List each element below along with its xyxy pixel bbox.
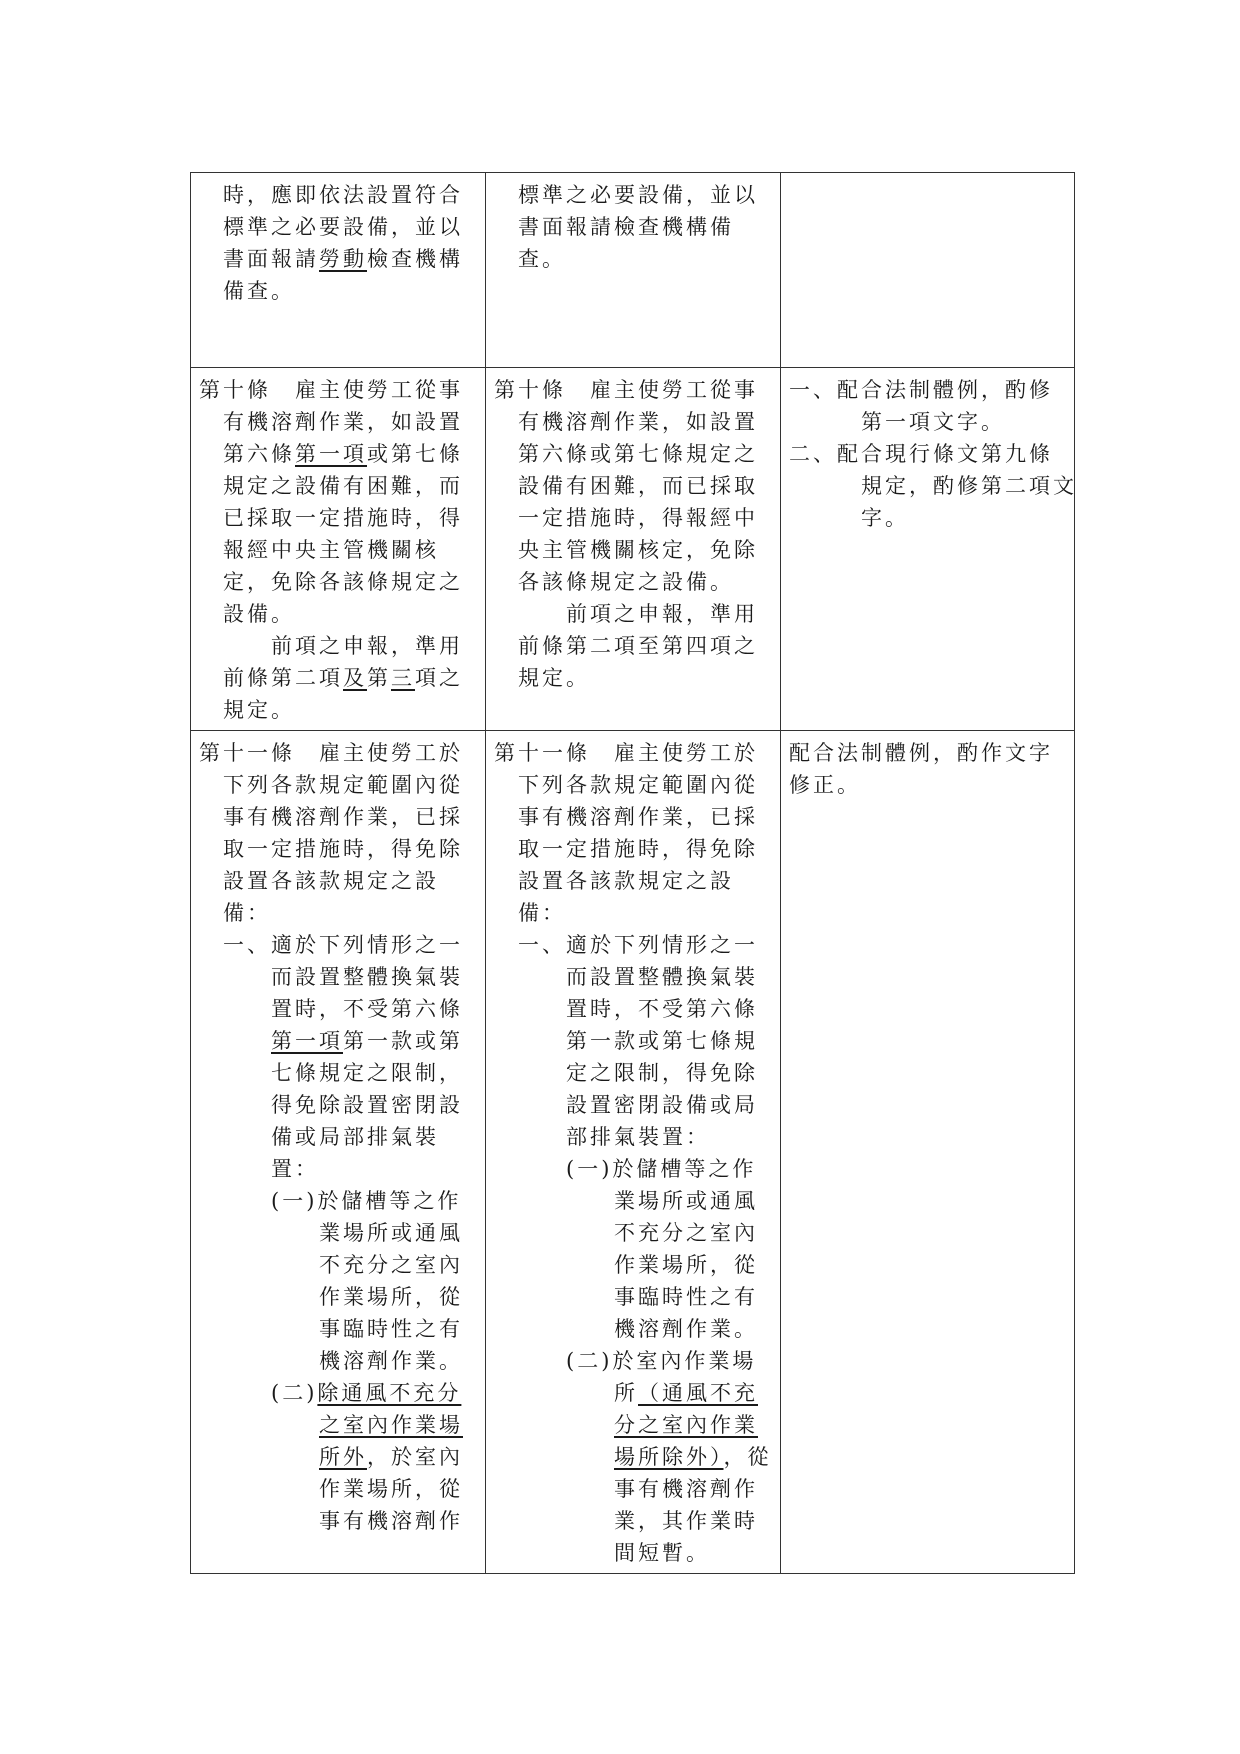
- text-segment: 或第七條: [367, 442, 463, 466]
- text-line: 事有機溶劑作: [319, 1509, 463, 1533]
- table-row: [191, 731, 1075, 1574]
- text-line: 事有機溶劑作業，已採: [518, 805, 758, 829]
- text-line: 不充分之室內: [614, 1221, 758, 1245]
- text-line: 規定。: [223, 698, 295, 722]
- text-segment: 項之: [415, 666, 463, 690]
- text-line: 機溶劑作業。: [614, 1317, 758, 1341]
- text-line: 規定。: [518, 666, 590, 690]
- text-segment: ，於室內: [367, 1445, 463, 1469]
- text-line: 設置密閉設備或局: [566, 1093, 758, 1117]
- comparison-table: [190, 172, 1075, 1574]
- text-line: 事有機溶劑作: [614, 1477, 758, 1501]
- underlined-amendment: 勞動: [319, 247, 367, 271]
- text-line: 規定，酌修第二項文: [861, 474, 1077, 498]
- text-line: 一、適於下列情形之一: [518, 933, 758, 957]
- text-segment: (二): [271, 1381, 318, 1405]
- underlined-amendment: 除通風不充分: [317, 1381, 462, 1405]
- text-line: 取一定措施時，得免除: [518, 837, 758, 861]
- text-line: 報經中央主管機關核: [223, 538, 439, 562]
- text-line: 業場所或通風: [319, 1221, 463, 1245]
- underlined-amendment: （通風不充: [638, 1381, 758, 1405]
- underlined-amendment: 三: [391, 666, 415, 690]
- text-line: 業，其作業時: [614, 1509, 758, 1533]
- text-segment: 前條第二項: [223, 666, 343, 690]
- text-line: 書面報請檢查機構備: [518, 215, 734, 239]
- text-line: [199, 243, 477, 275]
- table-row: [191, 173, 1075, 368]
- text-line: 標準之必要設備，並以: [223, 215, 463, 239]
- reason-cell: [781, 173, 1075, 368]
- text-segment: 書面報請: [223, 247, 319, 271]
- text-segment: 所: [614, 1381, 638, 1405]
- text-line: 間短暫。: [614, 1541, 710, 1565]
- text-line: 標準之必要設備，並以: [518, 183, 758, 207]
- text-line: 置：: [271, 1157, 319, 1181]
- text-line: [199, 1441, 477, 1473]
- table-row: [191, 368, 1075, 731]
- text-line: [199, 438, 477, 470]
- reason-cell: [781, 731, 1075, 1574]
- current-cell: [486, 731, 781, 1574]
- text-line: 第十條 雇主使勞工從事: [199, 378, 463, 402]
- text-line: 備查。: [223, 279, 295, 303]
- text-line: 前項之申報，準用: [271, 634, 463, 658]
- text-segment: ，從: [723, 1445, 772, 1469]
- underlined-amendment: 第一項: [295, 442, 367, 466]
- text-line: 而設置整體換氣裝: [566, 965, 758, 989]
- text-line: [494, 1409, 772, 1441]
- text-line: 部排氣裝置：: [566, 1125, 710, 1149]
- amended-cell: [191, 731, 486, 1574]
- reason-cell: [781, 368, 1075, 731]
- text-line: 七條規定之限制，: [271, 1061, 463, 1085]
- text-line: 規定之設備有困難，而: [223, 474, 463, 498]
- text-line: 配合法制體例，酌作文字: [789, 741, 1053, 765]
- text-segment: 第: [367, 666, 391, 690]
- underlined-amendment: 所外: [319, 1445, 367, 1469]
- current-cell: [486, 173, 781, 368]
- text-line: 一定措施時，得報經中: [518, 506, 758, 530]
- underlined-amendment: 第一項: [271, 1029, 343, 1053]
- text-line: 事有機溶劑作業，已採: [223, 805, 463, 829]
- text-line: 一、適於下列情形之一: [223, 933, 463, 957]
- text-line: [199, 1025, 477, 1057]
- text-line: 備或局部排氣裝: [271, 1125, 439, 1149]
- text-line: [199, 1377, 477, 1409]
- text-line: (一)於儲槽等之作: [566, 1157, 757, 1181]
- text-line: 設置各該款規定之設: [223, 869, 439, 893]
- text-line: 下列各款規定範圍內從: [518, 773, 758, 797]
- text-line: 各該條規定之設備。: [518, 570, 734, 594]
- amended-cell: [191, 368, 486, 731]
- text-line: 定，免除各該條規定之: [223, 570, 463, 594]
- text-line: 下列各款規定範圍內從: [223, 773, 463, 797]
- text-line: 第六條或第七條規定之: [518, 442, 758, 466]
- text-line: 央主管機關核定，免除: [518, 538, 758, 562]
- text-line: 事臨時性之有: [614, 1285, 758, 1309]
- text-line: 而設置整體換氣裝: [271, 965, 463, 989]
- text-line: 備：: [518, 901, 566, 925]
- text-line: 第十一條 雇主使勞工於: [494, 741, 758, 765]
- underlined-amendment: 之室內作業場: [319, 1413, 463, 1437]
- text-line: 一、配合法制體例，酌修: [789, 378, 1053, 402]
- text-line: 業場所或通風: [614, 1189, 758, 1213]
- text-line: 得免除設置密閉設: [271, 1093, 463, 1117]
- text-line: 設備。: [223, 602, 295, 626]
- text-line: 已採取一定措施時，得: [223, 506, 463, 530]
- text-line: 置時，不受第六條: [271, 997, 463, 1021]
- text-segment: 檢查機構: [367, 247, 463, 271]
- text-line: 有機溶劑作業，如設置: [223, 410, 463, 434]
- text-line: 定之限制，得免除: [566, 1061, 758, 1085]
- text-line: 查。: [518, 247, 566, 271]
- text-line: 作業場所，從: [614, 1253, 758, 1277]
- text-line: (二)於室內作業場: [566, 1349, 757, 1373]
- text-line: [494, 1377, 772, 1409]
- amended-cell: [191, 173, 486, 368]
- text-line: 字。: [861, 506, 909, 530]
- underlined-amendment: 及: [343, 666, 367, 690]
- text-line: 有機溶劑作業，如設置: [518, 410, 758, 434]
- text-line: 設備有困難，而已採取: [518, 474, 758, 498]
- text-line: 第十條 雇主使勞工從事: [494, 378, 758, 402]
- text-segment: 第一款或第: [343, 1029, 463, 1053]
- text-line: [199, 1409, 477, 1441]
- text-line: (一)於儲槽等之作: [271, 1189, 462, 1213]
- text-line: 時，應即依法設置符合: [223, 183, 463, 207]
- text-line: 備：: [223, 901, 271, 925]
- text-line: 作業場所，從: [319, 1285, 463, 1309]
- text-line: 第一款或第七條規: [566, 1029, 758, 1053]
- text-line: 不充分之室內: [319, 1253, 463, 1277]
- text-line: 前項之申報，準用: [566, 602, 758, 626]
- text-line: [199, 662, 477, 694]
- text-line: 前條第二項至第四項之: [518, 634, 758, 658]
- text-line: 機溶劑作業。: [319, 1349, 463, 1373]
- current-cell: [486, 368, 781, 731]
- text-line: 第一項文字。: [861, 410, 1005, 434]
- text-line: 設置各該款規定之設: [518, 869, 734, 893]
- text-line: 事臨時性之有: [319, 1317, 463, 1341]
- text-line: 二、配合現行條文第九條: [789, 442, 1053, 466]
- text-line: 作業場所，從: [319, 1477, 463, 1501]
- text-line: 修正。: [789, 773, 861, 797]
- underlined-amendment: 分之室內作業: [614, 1413, 758, 1437]
- text-segment: 第六條: [223, 442, 295, 466]
- text-line: [494, 1441, 772, 1473]
- text-line: 取一定措施時，得免除: [223, 837, 463, 861]
- text-line: 第十一條 雇主使勞工於: [199, 741, 463, 765]
- underlined-amendment: 場所除外）: [614, 1445, 724, 1469]
- text-line: 置時，不受第六條: [566, 997, 758, 1021]
